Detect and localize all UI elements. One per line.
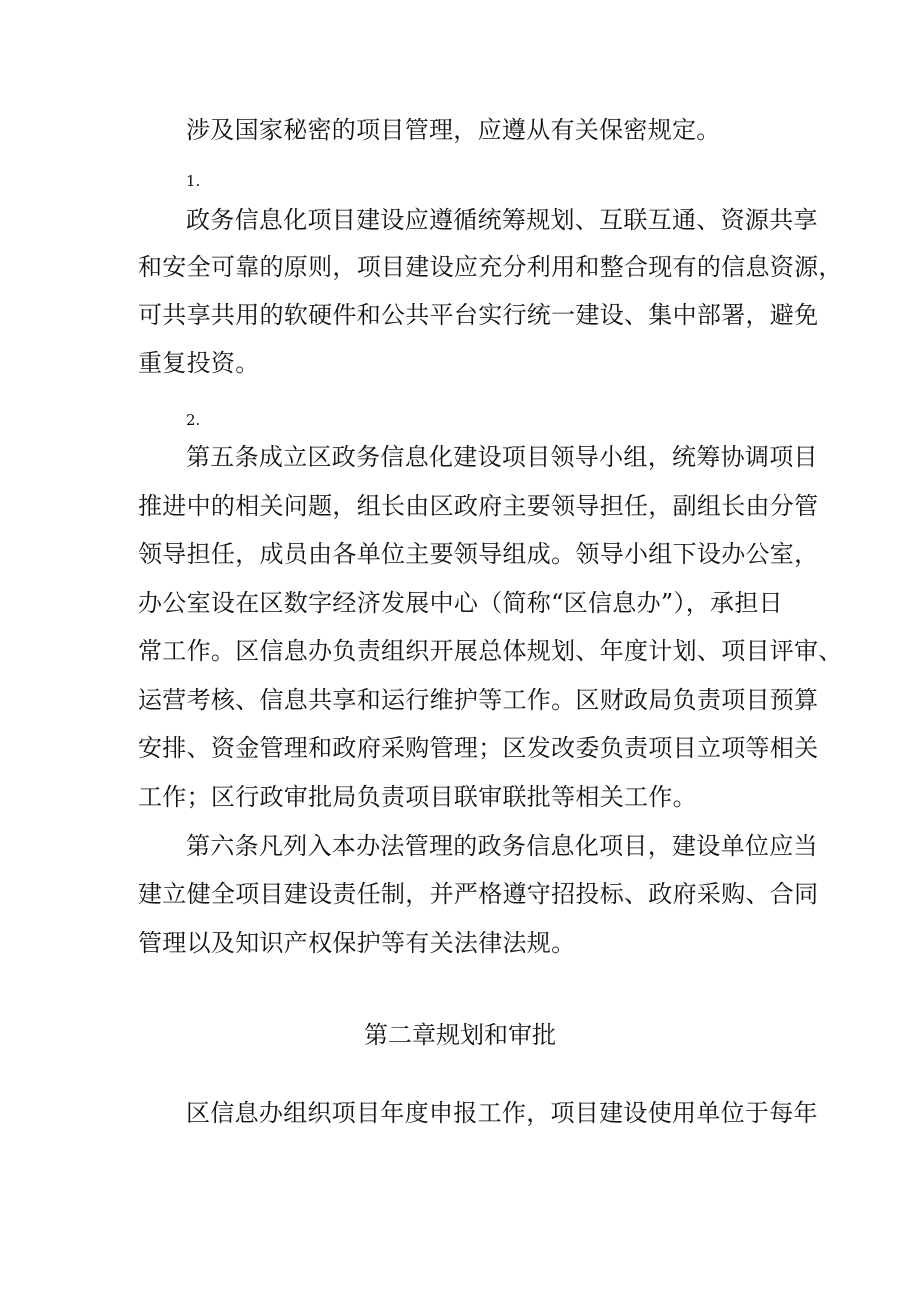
paragraph-principles-line-1: 政务信息化项目建设应遵循统筹规划、互联互通、资源共享 — [186, 206, 818, 234]
article-six-line-2: 建立健全项目建设责任制，并严格遵守招投标、政府采购、合同 — [138, 880, 819, 908]
list-number-2: 2. — [186, 411, 201, 429]
article-five-line-7: 安排、资金管理和政府采购管理；区发改委负责项目立项等相关 — [138, 734, 819, 762]
paragraph-confidentiality: 涉及国家秘密的项目管理，应遵从有关保密规定。 — [186, 116, 721, 144]
article-five-line-5: 常工作。区信息办负责组织开展总体规划、年度计划、项目评审、 — [138, 637, 843, 665]
article-five-line-4: 办公室设在区数字经济发展中心（简称“区信息办”），承担日 — [138, 589, 783, 617]
article-six-line-3: 管理以及知识产权保护等有关法律法规。 — [138, 929, 576, 957]
list-number-1: 1. — [186, 172, 201, 190]
chapter-two-heading: 第二章规划和审批 — [364, 1021, 556, 1049]
article-six-line-1: 第六条凡列入本办法管理的政务信息化项目，建设单位应当 — [186, 832, 818, 860]
article-five-line-6: 运营考核、信息共享和运行维护等工作。区财政局负责项目预算 — [138, 686, 819, 714]
paragraph-principles-line-2: 和安全可靠的原则，项目建设应充分利用和整合现有的信息资源， — [138, 253, 843, 281]
paragraph-annual-declaration: 区信息办组织项目年度申报工作，项目建设使用单位于每年 — [186, 1099, 818, 1127]
article-five-line-8: 工作；区行政审批局负责项目联审联批等相关工作。 — [138, 783, 697, 811]
paragraph-principles-line-3: 可共享共用的软硬件和公共平台实行统一建设、集中部署，避免 — [138, 301, 819, 329]
article-five-line-2: 推进中的相关问题，组长由区政府主要领导担任，副组长由分管 — [138, 492, 819, 520]
paragraph-principles-line-4: 重复投资。 — [138, 349, 260, 377]
article-five-line-3: 领导担任，成员由各单位主要领导组成。领导小组下设办公室， — [138, 540, 819, 568]
article-five-line-1: 第五条成立区政务信息化建设项目领导小组，统筹协调项目 — [186, 443, 818, 471]
